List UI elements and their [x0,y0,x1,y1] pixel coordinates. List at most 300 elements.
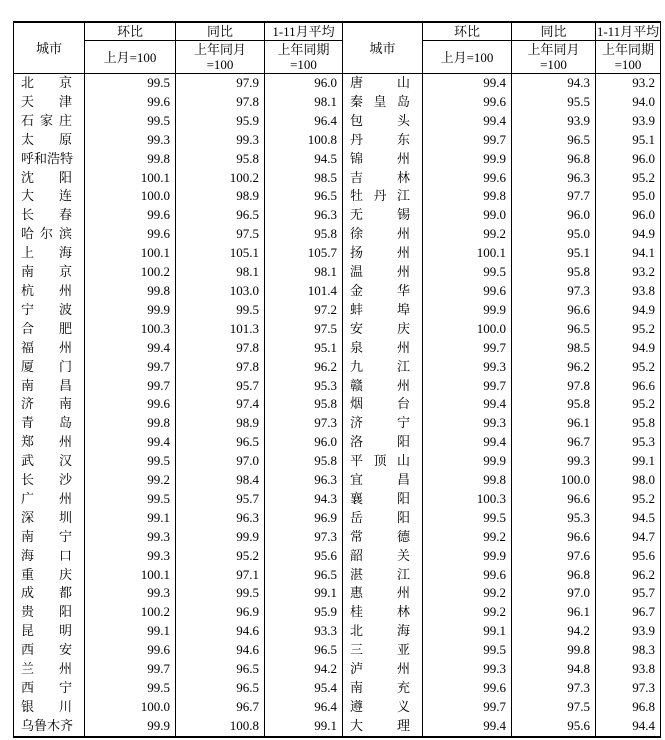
mom-cell: 99.7 [423,698,512,717]
table-row [14,622,661,641]
header-row-1 [14,22,661,41]
avg-cell: 100.8 [265,131,343,150]
yoy-cell: 95.8 [176,150,265,169]
city-cell [14,622,85,641]
city-cell [343,603,423,622]
mom-cell: 99.5 [85,74,176,93]
city-cell [343,263,423,282]
yoy-cell: 98.9 [176,414,265,433]
mom-cell: 99.8 [423,471,512,490]
table-row [14,509,661,528]
yoy-cell: 96.3 [512,169,596,188]
mom-cell: 99.2 [423,584,512,603]
city-cell [343,679,423,698]
header-mom-left: 环比 [85,22,176,41]
yoy-cell: 94.6 [176,622,265,641]
city-name: 赣 州 [350,377,410,393]
city-name: 常 德 [350,528,410,544]
yoy-cell: 96.5 [176,679,265,698]
avg-cell: 94.5 [596,509,661,528]
mom-cell: 99.6 [85,395,176,414]
table-row [14,584,661,603]
city-name: 呼 和 浩 特 [21,150,74,166]
table-row [14,566,661,585]
mom-cell: 99.0 [423,206,512,225]
avg-cell: 93.8 [596,282,661,301]
yoy-cell: 97.7 [512,187,596,206]
yoy-cell: 93.9 [512,112,596,131]
header-city-right: 城市 [343,22,423,74]
city-cell [14,509,85,528]
city-name: 韶 关 [350,547,410,563]
yoy-cell: 95.0 [512,225,596,244]
table-row [14,187,661,206]
mom-cell: 99.1 [423,622,512,641]
mom-cell: 99.3 [85,131,176,150]
city-cell [14,150,85,169]
mom-cell: 99.6 [423,566,512,585]
table-row [14,547,661,566]
city-cell [343,641,423,660]
avg-cell: 94.2 [265,660,343,679]
mom-cell: 99.8 [423,187,512,206]
city-cell [343,395,423,414]
city-name: 长 春 [21,207,72,223]
header-avg-sub-line1: 上年同期 [277,42,330,57]
mom-cell: 100.0 [423,320,512,339]
yoy-cell: 96.7 [512,433,596,452]
mom-cell: 99.5 [85,490,176,509]
city-cell [14,93,85,112]
yoy-cell: 97.6 [512,547,596,566]
yoy-cell: 95.7 [176,490,265,509]
yoy-cell: 96.8 [512,566,596,585]
avg-cell: 94.7 [596,528,661,547]
avg-cell: 98.3 [596,641,661,660]
city-cell [14,528,85,547]
city-cell [343,150,423,169]
header-yoy-sub-line1: 上年同月 [527,42,580,57]
city-name: 成 都 [21,585,72,601]
mom-cell: 99.6 [85,206,176,225]
avg-cell: 96.7 [596,603,661,622]
mom-cell: 99.9 [423,150,512,169]
header-city-left: 城市 [14,22,85,74]
mom-cell: 99.2 [423,528,512,547]
avg-cell: 95.8 [265,225,343,244]
mom-cell: 99.6 [85,641,176,660]
yoy-cell: 98.5 [512,339,596,358]
city-cell [343,301,423,320]
yoy-cell: 97.0 [512,584,596,603]
city-cell [343,358,423,377]
avg-cell: 95.2 [596,395,661,414]
mom-cell: 99.7 [85,358,176,377]
yoy-cell: 95.8 [512,263,596,282]
table-header [14,22,661,74]
city-cell [14,282,85,301]
yoy-cell: 97.8 [176,93,265,112]
mom-cell: 99.4 [423,395,512,414]
table-row [14,169,661,188]
city-cell [14,490,85,509]
city-name: 南 昌 [21,377,72,393]
city-cell [14,641,85,660]
mom-cell: 99.6 [85,93,176,112]
avg-cell: 99.1 [265,584,343,603]
city-name: 厦 门 [21,358,72,374]
mom-cell: 99.5 [423,263,512,282]
yoy-cell: 95.9 [176,112,265,131]
mom-cell: 99.2 [85,471,176,490]
mom-cell: 99.6 [423,93,512,112]
avg-cell: 94.1 [596,244,661,263]
yoy-cell: 95.6 [512,717,596,737]
city-name: 桂 林 [350,604,410,620]
city-cell [343,93,423,112]
city-cell [343,339,423,358]
mom-cell: 99.3 [85,547,176,566]
avg-cell: 98.5 [265,169,343,188]
mom-cell: 99.5 [85,112,176,131]
city-name: 温 州 [350,264,410,280]
header-avg-sub-left [265,41,343,74]
city-name: 金 华 [350,282,410,298]
mom-cell: 99.6 [423,169,512,188]
city-name: 银 川 [21,698,72,714]
city-cell [343,225,423,244]
city-cell [14,339,85,358]
avg-cell: 105.7 [265,244,343,263]
city-name: 襄 阳 [350,490,410,506]
table-row [14,717,661,737]
city-cell [343,74,423,93]
table-row [14,244,661,263]
header-yoy-right: 同比 [512,22,596,41]
city-cell [14,679,85,698]
city-name: 包 头 [350,112,410,128]
yoy-cell: 97.5 [176,225,265,244]
header-mom-sub-left: 上月=100 [85,41,176,74]
price-index-table [13,21,661,738]
city-name: 深 圳 [21,509,72,525]
mom-cell: 99.7 [85,377,176,396]
yoy-cell: 99.3 [176,131,265,150]
avg-cell: 97.3 [265,414,343,433]
mom-cell: 99.5 [85,452,176,471]
city-cell [343,433,423,452]
header-yoy-sub-line2: =100 [540,57,567,72]
city-cell [343,244,423,263]
city-cell [343,414,423,433]
city-cell [14,717,85,737]
table-row [14,282,661,301]
city-name: 上 海 [21,245,72,261]
yoy-cell: 97.3 [512,282,596,301]
table-row [14,490,661,509]
city-name: 长 沙 [21,472,72,488]
table-row [14,414,661,433]
city-cell [14,603,85,622]
avg-cell: 96.2 [265,358,343,377]
city-name: 天 津 [21,93,72,109]
avg-cell: 96.2 [596,566,661,585]
mom-cell: 99.9 [423,547,512,566]
city-cell [14,169,85,188]
avg-cell: 93.2 [596,263,661,282]
table-row [14,679,661,698]
city-name: 蚌 埠 [350,301,410,317]
city-name: 重 庆 [21,566,72,582]
city-name: 济 南 [21,396,72,412]
yoy-cell: 96.1 [512,414,596,433]
city-cell [343,131,423,150]
city-name: 平 顶 山 [350,453,410,469]
header-avg-sub-right [596,41,661,74]
header-yoy-sub-line2: =100 [206,57,234,72]
city-cell [343,584,423,603]
city-cell [14,206,85,225]
avg-cell: 97.3 [596,679,661,698]
avg-cell: 93.2 [596,74,661,93]
mom-cell: 99.7 [85,660,176,679]
city-name: 北 京 [21,75,72,90]
city-cell [14,452,85,471]
avg-cell: 96.5 [265,641,343,660]
mom-cell: 99.7 [423,377,512,396]
city-cell [343,169,423,188]
yoy-cell: 96.5 [176,660,265,679]
mom-cell: 99.4 [85,433,176,452]
avg-cell: 95.8 [596,414,661,433]
table-row [14,320,661,339]
yoy-cell: 95.3 [512,509,596,528]
mom-cell: 99.4 [423,74,512,93]
city-name: 岳 阳 [350,509,410,525]
avg-cell: 94.9 [596,225,661,244]
avg-cell: 96.3 [265,206,343,225]
header-yoy-left: 同比 [176,22,265,41]
header-avg-sub-line1: 上年同期 [601,42,654,57]
yoy-cell: 96.6 [512,528,596,547]
city-name: 沈 阳 [21,169,72,185]
city-name: 泉 州 [350,339,410,355]
city-name: 郑 州 [21,434,72,450]
yoy-cell: 96.1 [512,603,596,622]
city-cell [14,547,85,566]
table-row [14,150,661,169]
mom-cell: 99.1 [85,509,176,528]
city-cell [343,509,423,528]
table-row [14,395,661,414]
yoy-cell: 99.8 [512,641,596,660]
yoy-cell: 96.2 [512,358,596,377]
city-cell [14,358,85,377]
city-cell [14,660,85,679]
city-cell [14,584,85,603]
city-cell [14,263,85,282]
mom-cell: 100.3 [85,320,176,339]
city-cell [343,112,423,131]
city-cell [14,244,85,263]
yoy-cell: 99.5 [176,301,265,320]
city-name: 石 家 庄 [21,112,72,128]
city-name: 青 岛 [21,415,72,431]
mom-cell: 100.2 [85,263,176,282]
mom-cell: 99.3 [423,414,512,433]
yoy-cell: 96.7 [176,698,265,717]
table-row [14,93,661,112]
city-cell [343,452,423,471]
yoy-cell: 99.5 [176,584,265,603]
city-name: 宁 波 [21,301,72,317]
city-cell [343,547,423,566]
avg-cell: 98.1 [265,93,343,112]
mom-cell: 99.5 [423,509,512,528]
mom-cell: 100.0 [85,187,176,206]
avg-cell: 96.4 [265,112,343,131]
mom-cell: 99.9 [85,301,176,320]
city-cell [343,660,423,679]
yoy-cell: 94.3 [512,74,596,93]
mom-cell: 99.3 [423,660,512,679]
city-name: 安 庆 [350,320,410,336]
yoy-cell: 97.4 [176,395,265,414]
avg-cell: 95.3 [265,377,343,396]
avg-cell: 97.2 [265,301,343,320]
avg-cell: 96.0 [596,206,661,225]
city-name: 兰 州 [21,661,72,677]
city-cell [343,187,423,206]
mom-cell: 99.8 [85,150,176,169]
avg-cell: 97.5 [265,320,343,339]
mom-cell: 99.4 [423,112,512,131]
city-cell [14,433,85,452]
avg-cell: 94.3 [265,490,343,509]
city-name: 武 汉 [21,453,72,469]
city-name: 湛 江 [350,566,410,582]
city-cell [14,414,85,433]
avg-cell: 95.1 [265,339,343,358]
avg-cell: 93.8 [596,660,661,679]
yoy-cell: 95.8 [512,395,596,414]
city-name: 南 宁 [21,528,72,544]
city-cell [343,566,423,585]
city-name: 南 京 [21,264,72,280]
yoy-cell: 105.1 [176,244,265,263]
avg-cell: 101.4 [265,282,343,301]
avg-cell: 94.4 [596,717,661,737]
header-yoy-sub-right [512,41,596,74]
table-row [14,339,661,358]
avg-cell: 95.2 [596,490,661,509]
yoy-cell: 94.6 [176,641,265,660]
avg-cell: 96.9 [265,509,343,528]
table-row [14,263,661,282]
header-avg-left: 1-11月平均 [265,22,343,41]
mom-cell: 99.9 [85,717,176,737]
header-mom-right: 环比 [423,22,512,41]
city-name: 哈 尔 滨 [21,226,72,242]
table-row [14,452,661,471]
yoy-cell: 97.8 [512,377,596,396]
city-name: 牡 丹 江 [350,188,410,204]
yoy-cell: 95.2 [176,547,265,566]
yoy-cell: 97.9 [176,74,265,93]
mom-cell: 100.1 [85,566,176,585]
yoy-cell: 98.9 [176,187,265,206]
yoy-cell: 96.5 [512,320,596,339]
mom-cell: 99.6 [85,225,176,244]
city-name: 徐 州 [350,226,410,242]
avg-cell: 95.0 [596,187,661,206]
city-name: 九 江 [350,358,410,374]
city-name: 洛 阳 [350,434,410,450]
city-cell [14,74,85,93]
city-name: 泸 州 [350,661,410,677]
avg-cell: 96.0 [265,433,343,452]
mom-cell: 99.2 [423,603,512,622]
yoy-cell: 96.6 [512,301,596,320]
city-name: 太 原 [21,131,72,147]
mom-cell: 100.2 [85,603,176,622]
table-row [14,603,661,622]
table-row [14,358,661,377]
yoy-cell: 100.8 [176,717,265,737]
yoy-cell: 100.2 [176,169,265,188]
yoy-cell: 95.5 [512,93,596,112]
city-name: 济 宁 [350,415,410,431]
mom-cell: 99.2 [423,225,512,244]
yoy-cell: 97.8 [176,358,265,377]
table-row [14,74,661,93]
mom-cell: 99.4 [423,717,512,737]
avg-cell: 99.1 [596,452,661,471]
mom-cell: 99.8 [85,414,176,433]
avg-cell: 95.4 [265,679,343,698]
table-row [14,301,661,320]
yoy-cell: 96.5 [512,131,596,150]
city-name: 宜 昌 [350,472,410,488]
city-cell [343,377,423,396]
city-name: 南 充 [350,680,410,695]
city-cell [343,528,423,547]
city-cell [14,320,85,339]
city-name: 惠 州 [350,585,410,601]
avg-cell: 96.5 [265,566,343,585]
table-row [14,528,661,547]
table-row [14,433,661,452]
yoy-cell: 95.7 [176,377,265,396]
city-cell [343,622,423,641]
table-row [14,471,661,490]
table-row [14,698,661,717]
city-cell [343,206,423,225]
header-avg-sub-line2: =100 [290,57,317,72]
yoy-cell: 96.6 [512,490,596,509]
yoy-cell: 101.3 [176,320,265,339]
yoy-cell: 97.5 [512,698,596,717]
avg-cell: 95.8 [265,452,343,471]
city-name: 吉 林 [350,169,410,185]
mom-cell: 99.3 [423,358,512,377]
mom-cell: 99.3 [85,584,176,603]
city-name: 锦 州 [350,150,410,166]
yoy-cell: 97.0 [176,452,265,471]
avg-cell: 96.3 [265,471,343,490]
mom-cell: 99.7 [423,131,512,150]
city-cell [14,566,85,585]
